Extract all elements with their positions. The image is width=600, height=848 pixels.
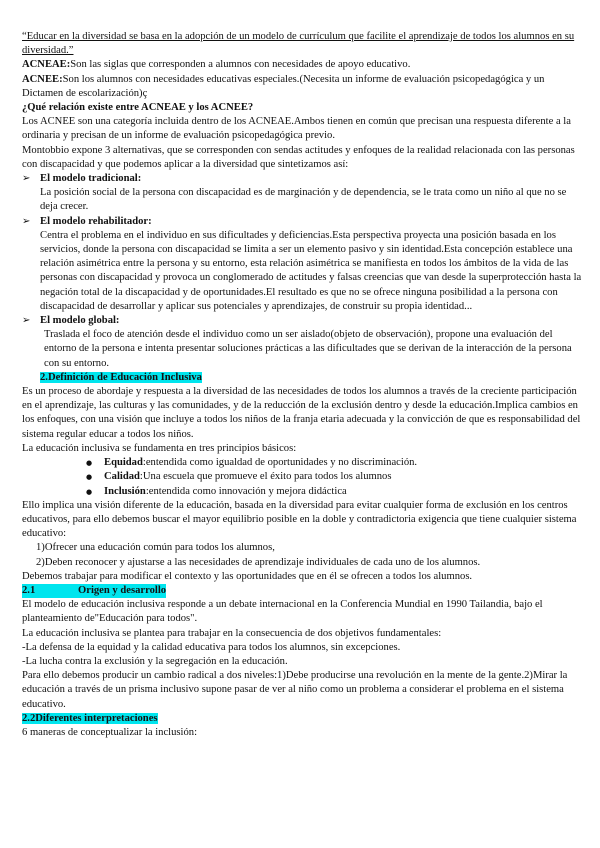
acneae-term: ACNEAE:	[22, 59, 71, 71]
trabajar-paragraph: Debemos trabajar para modificar el contexto y las oportunidades que en él se ofrecen a todos los alumnos.	[22, 570, 473, 582]
model-title: El modelo rehabilitador:	[40, 215, 152, 227]
objetivos-paragraph: La educación inclusiva se plantea para trabajar en la consecuencia de dos objetivos fundamentales:	[22, 627, 442, 639]
opening-quote: “Educar en la diversidad se basa en la adopción de un modelo de currículum que facilite el aprendizaje de todos los alumnos en su diversidad.”	[22, 31, 575, 57]
model-global-text: Traslada el foco de atención desde el individuo como un ser aislado(objeto de observación), propone una evaluación del entorno de la persona e intenta presentar soluciones prácticas a las dificultades que se derivan de la interacción de la persona con su entorno.	[44, 329, 572, 369]
cambio-paragraph: Para ello debemos producir un cambio radical a dos niveles:1)Debe producirse una revolución en la mente de la gente.2)Mirar la educación a través de un prisma inclusivo supone pasar de ver al niño como un problema a considerar el problema en el sistema educativo.	[22, 670, 568, 710]
section-21-number: 2.1	[22, 584, 36, 596]
section-21-title: Origen y desarrollo	[78, 584, 167, 596]
implica-paragraph: Ello implica una visión diferente de la educación, basada en la diversidad para evitar cualquier forma de exclusión en los centros educativos, para ello debemos buscar el mayor equilibrio posible en la doble y contradictoria exigencia que tiene cualquier sistema educativo:	[22, 499, 577, 540]
section-2-title: 2.Definición de Educación Inclusiva	[40, 371, 202, 383]
model-title: El modelo tradicional:	[40, 173, 142, 185]
model-global-heading	[22, 314, 586, 328]
section-21-heading	[22, 584, 586, 598]
section-21-label	[22, 584, 166, 598]
model-rehabilitator-heading	[22, 215, 586, 229]
model-traditional-text: La posición social de la persona con discapacidad es de marginación y de dependencia, se le trata como un niño al que no se deja crecer.	[40, 187, 567, 213]
numbered-item: 2)Deben reconocer y ajustarse a las necesidades de aprendizaje individuales de cada uno de los alumnos.	[36, 556, 481, 568]
section-2-heading	[22, 371, 586, 385]
section-22-heading	[22, 712, 586, 726]
relation-question: ¿Qué relación existe entre ACNEAE y los ACNEE?	[22, 102, 254, 114]
principle-term: Inclusión	[104, 485, 146, 497]
definition-acnee	[22, 73, 586, 101]
principle-text: :entendida como innovación y mejora didáctica	[145, 485, 347, 497]
list-item	[86, 485, 586, 499]
model-title: El modelo global:	[40, 315, 120, 327]
objective-item: -La defensa de la equidad y la calidad educativa para todos los alumnos, sin excepciones.	[22, 641, 401, 653]
numbered-item: 1)Ofrecer una educación común para todos los alumnos,	[36, 542, 275, 554]
model-rehabilitator-text: Centra el problema en el individuo en sus dificultades y deficiencias.Esta perspectiva proyecta una posición basada en los servicios, donde la persona con discapacidad se limita a ser un elemento pasivo y sin identidad.Esta concepción establece una relación asimétrica entre la persona y su entorno, esta relación asimétrica se manifiesta en todos los ámbitos de la vida de las personas con discapacidad y provoca un conglomerado de actitudes y falsas creencias que van desde la superprotección hasta la negación total de la discapacidad y de oportunidades.El resultado es que no se ofrece ninguna posibilidad a la persona con discapacidad de desarrollar y aplicar sus potenciales y aprendizajes, de construir su propia identidad...	[40, 229, 582, 312]
principle-term: Calidad	[104, 471, 140, 483]
relation-paragraph: Los ACNEE son una categoría incluida dentro de los ACNEAE.Ambos tienen en común que precisan una respuesta diferente a la ordinaria y precisan de un informe de evaluación psicopedagógica previo.	[22, 116, 571, 142]
last-paragraph: 6 maneras de conceptualizar la inclusión:	[22, 726, 198, 738]
acnee-term: ACNEE:	[22, 73, 63, 85]
acneae-text: Son las siglas que corresponden a alumnos con necesidades de apoyo educativo.	[70, 59, 411, 71]
definition-paragraph: Es un proceso de abordaje y respuesta a la diversidad de las necesidades de todos los alumnos a través de la creciente participación en el aprendizaje, las culturas y las comunidades, y de la reducción de la exclusión dentro y desde la educación.Implica cambios en los enfoques, con una visión que incluye a todos los niños de la franja etaria adecuada y la convicción de que es responsabilidad del sistema regular educar a todos los niños.	[22, 386, 581, 440]
list-item	[86, 470, 586, 484]
origen-paragraph: El modelo de educación inclusiva responde a un debate internacional en la Conferencia Mundial en 1990 Tailandia, bajo el planteamiento de"Educación para todos".	[22, 599, 543, 625]
model-traditional-heading	[22, 172, 586, 186]
montobbio-paragraph: Montobbio expone 3 alternativas, que se corresponden con sendas actitudes y enfoques de la realidad relacionada con las personas con discapacidad y que podemos aplicar a la diversidad que sintetizamos así:	[22, 144, 575, 170]
definition-acneae	[22, 58, 586, 72]
principles-intro: La educación inclusiva se fundamenta en tres principios básicos:	[22, 442, 297, 454]
section-22-title: 2.2Diferentes interpretaciones	[22, 712, 158, 724]
acnee-text: Son los alumnos con necesidades educativas especiales.(Necesita un informe de evaluación psicopedagógica y un Dictamen de escolarización)ç	[22, 73, 545, 99]
objective-item: -La lucha contra la exclusión y la segregación en la educación.	[22, 655, 288, 667]
list-item	[86, 456, 586, 470]
principle-term: Equidad	[104, 457, 143, 469]
principle-text: :Una escuela que promueve el éxito para todos los alumnos	[139, 471, 392, 483]
arrowhead-bullet-icon: ➢	[22, 315, 31, 327]
arrowhead-bullet-icon: ➢	[22, 215, 31, 227]
arrowhead-bullet-icon: ➢	[22, 173, 31, 185]
principles-list	[22, 456, 586, 499]
principle-text: :entendida como igualdad de oportunidades y no discriminación.	[142, 457, 418, 469]
